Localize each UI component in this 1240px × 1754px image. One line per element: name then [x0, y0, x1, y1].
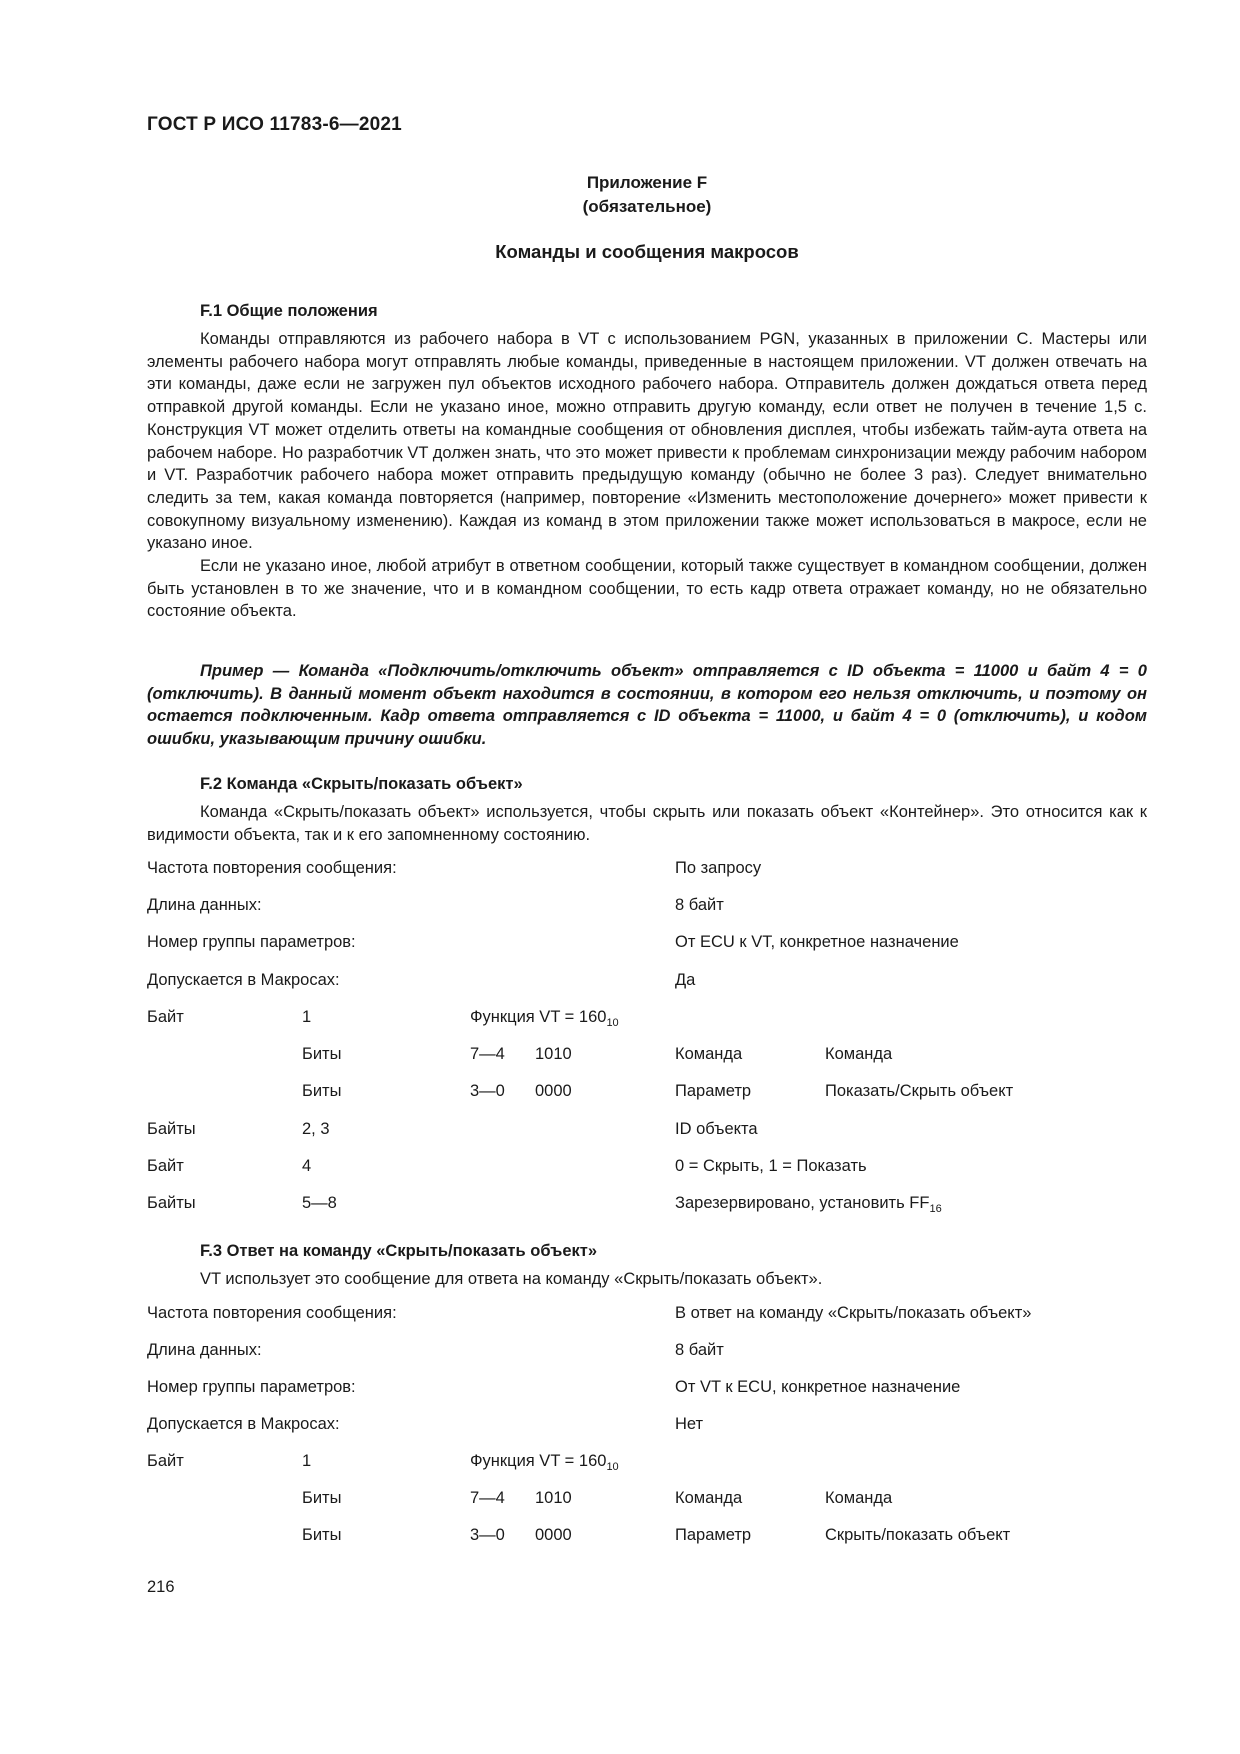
annex-title: Приложение F [586, 173, 708, 192]
function-text: Функция VT = 160 [470, 1008, 607, 1026]
byte-label: Байт [147, 1452, 184, 1470]
byte-number: 2, 3 [302, 1120, 330, 1138]
section-heading-f1: F.1 Общие положения [200, 302, 378, 320]
label: Номер группы параметров: [147, 933, 356, 951]
bit-value: 0000 [535, 1526, 572, 1544]
value: 8 байт [675, 1341, 724, 1359]
paragraph: Если не указано иное, любой атрибут в ответном сообщении, который также существует в командном сообщении, должен быть установлен в то же значение, что и в командном сообщении, то есть кадр ответа отражает команду, но не обязательно состояние объекта. [147, 557, 1147, 621]
label: Частота повторения сообщения: [147, 1304, 397, 1322]
field-value: 0 = Скрыть, 1 = Показать [675, 1157, 867, 1175]
subscript: 10 [606, 1461, 619, 1473]
annex-name: Команды и сообщения макросов [495, 241, 799, 262]
value: 8 байт [675, 896, 724, 914]
section-f3-intro [147, 1268, 1147, 1291]
label: Допускается в Макросах: [147, 971, 340, 989]
value: Да [675, 971, 696, 989]
field-label: Параметр [675, 1082, 752, 1100]
value: Нет [675, 1415, 704, 1433]
bits-label: Биты [302, 1489, 342, 1507]
example-note [147, 660, 1147, 750]
function-field [470, 1452, 619, 1473]
bit-value: 1010 [535, 1489, 572, 1507]
field-value: Команда [825, 1489, 893, 1507]
label: Длина данных: [147, 896, 262, 914]
value: В ответ на команду «Скрыть/показать объект» [675, 1304, 1032, 1322]
byte-number: 1 [302, 1008, 312, 1026]
reserved-field [675, 1194, 942, 1215]
field-label: Команда [675, 1489, 743, 1507]
label: Допускается в Макросах: [147, 1415, 340, 1433]
bit-range: 3—0 [470, 1526, 505, 1544]
bit-value: 1010 [535, 1045, 572, 1063]
page-number: 216 [147, 1578, 175, 1596]
bits-label: Биты [302, 1082, 342, 1100]
document-header: ГОСТ Р ИСО 11783-6—2021 [147, 114, 402, 135]
field-value: ID объекта [675, 1120, 758, 1138]
section-f2-intro [147, 801, 1147, 846]
value: По запросу [675, 859, 762, 877]
field-value: Команда [825, 1045, 893, 1063]
field-label: Параметр [675, 1526, 752, 1544]
example-text: Пример — Команда «Подключить/отключить объект» отправляется с ID объекта = 11000 и байт 4 = 0 (отключить). В данный момент объект находится в состоянии, в котором его нельзя отключить, и поэтому он остается подключенным. Кадр ответа отправляется с ID объекта = 11000, и байт 4 = 0 (отключить), и кодом ошибки, указывающим причину ошибки. [147, 662, 1147, 748]
bit-range: 3—0 [470, 1082, 505, 1100]
value: От VT к ECU, конкретное назначение [675, 1378, 961, 1396]
function-text: Функция VT = 160 [470, 1452, 607, 1470]
field-value: Показать/Скрыть объект [825, 1082, 1014, 1100]
label: Длина данных: [147, 1341, 262, 1359]
bytes-label: Байты [147, 1120, 196, 1138]
section-heading-f2: F.2 Команда «Скрыть/показать объект» [200, 775, 523, 793]
bits-label: Биты [302, 1526, 342, 1544]
bits-label: Биты [302, 1045, 342, 1063]
annex-status: (обязательное) [582, 197, 712, 216]
paragraph: VT использует это сообщение для ответа на команду «Скрыть/показать объект». [200, 1270, 823, 1288]
byte-label: Байт [147, 1157, 184, 1175]
byte-number: 5—8 [302, 1194, 337, 1212]
byte-label: Байт [147, 1008, 184, 1026]
bytes-label: Байты [147, 1194, 196, 1212]
field-label: Команда [675, 1045, 743, 1063]
subscript: 10 [606, 1017, 619, 1029]
paragraph: Команда «Скрыть/показать объект» используется, чтобы скрыть или показать объект «Контейнер». Это относится как к видимости объекта, так и к его запомненному состоянию. [147, 803, 1147, 844]
byte-number: 4 [302, 1157, 312, 1175]
function-field [470, 1008, 619, 1029]
bit-value: 0000 [535, 1082, 572, 1100]
reserved-text: Зарезервировано, установить FF [675, 1194, 930, 1212]
annex-heading [147, 171, 1147, 219]
section-heading-f3: F.3 Ответ на команду «Скрыть/показать объект» [200, 1242, 598, 1260]
bit-range: 7—4 [470, 1489, 505, 1507]
label: Номер группы параметров: [147, 1378, 356, 1396]
paragraph: Команды отправляются из рабочего набора в VT с использованием PGN, указанных в приложении C. Мастеры или элементы рабочего набора могут отправлять любые команды, приведенные в настоящем приложении. VT должен отвечать на эти команды, даже если не загружен пул объектов исходного рабочего набора. Отправитель должен дождаться ответа перед отправкой другой команды. Если не указано иное, можно отправить другую команду, если ответ не получен в течение 1,5 с. Конструкция VT может отделить ответы на командные сообщения от обновления дисплея, чтобы избежать тайм-аута ответа на рабочем наборе. Но разработчик VT должен знать, что это может привести к проблемам синхронизации между рабочим набором и VT. Разработчик рабочего набора может отправить предыдущую команду (обычно не более 3 раз). Следует внимательно следить за тем, какая команда повторяется (например, повторение «Изменить местоположение дочернего» может привести к совокупному визуальному изменению). Каждая из команд в этом приложении также может использоваться в макросе, если не указано иное. [147, 330, 1147, 553]
label: Частота повторения сообщения: [147, 859, 397, 877]
byte-number: 1 [302, 1452, 312, 1470]
bit-range: 7—4 [470, 1045, 505, 1063]
section-f1-body [147, 328, 1147, 623]
value: От ECU к VT, конкретное назначение [675, 933, 959, 951]
subscript: 16 [929, 1203, 942, 1215]
field-value: Скрыть/показать объект [825, 1526, 1011, 1544]
